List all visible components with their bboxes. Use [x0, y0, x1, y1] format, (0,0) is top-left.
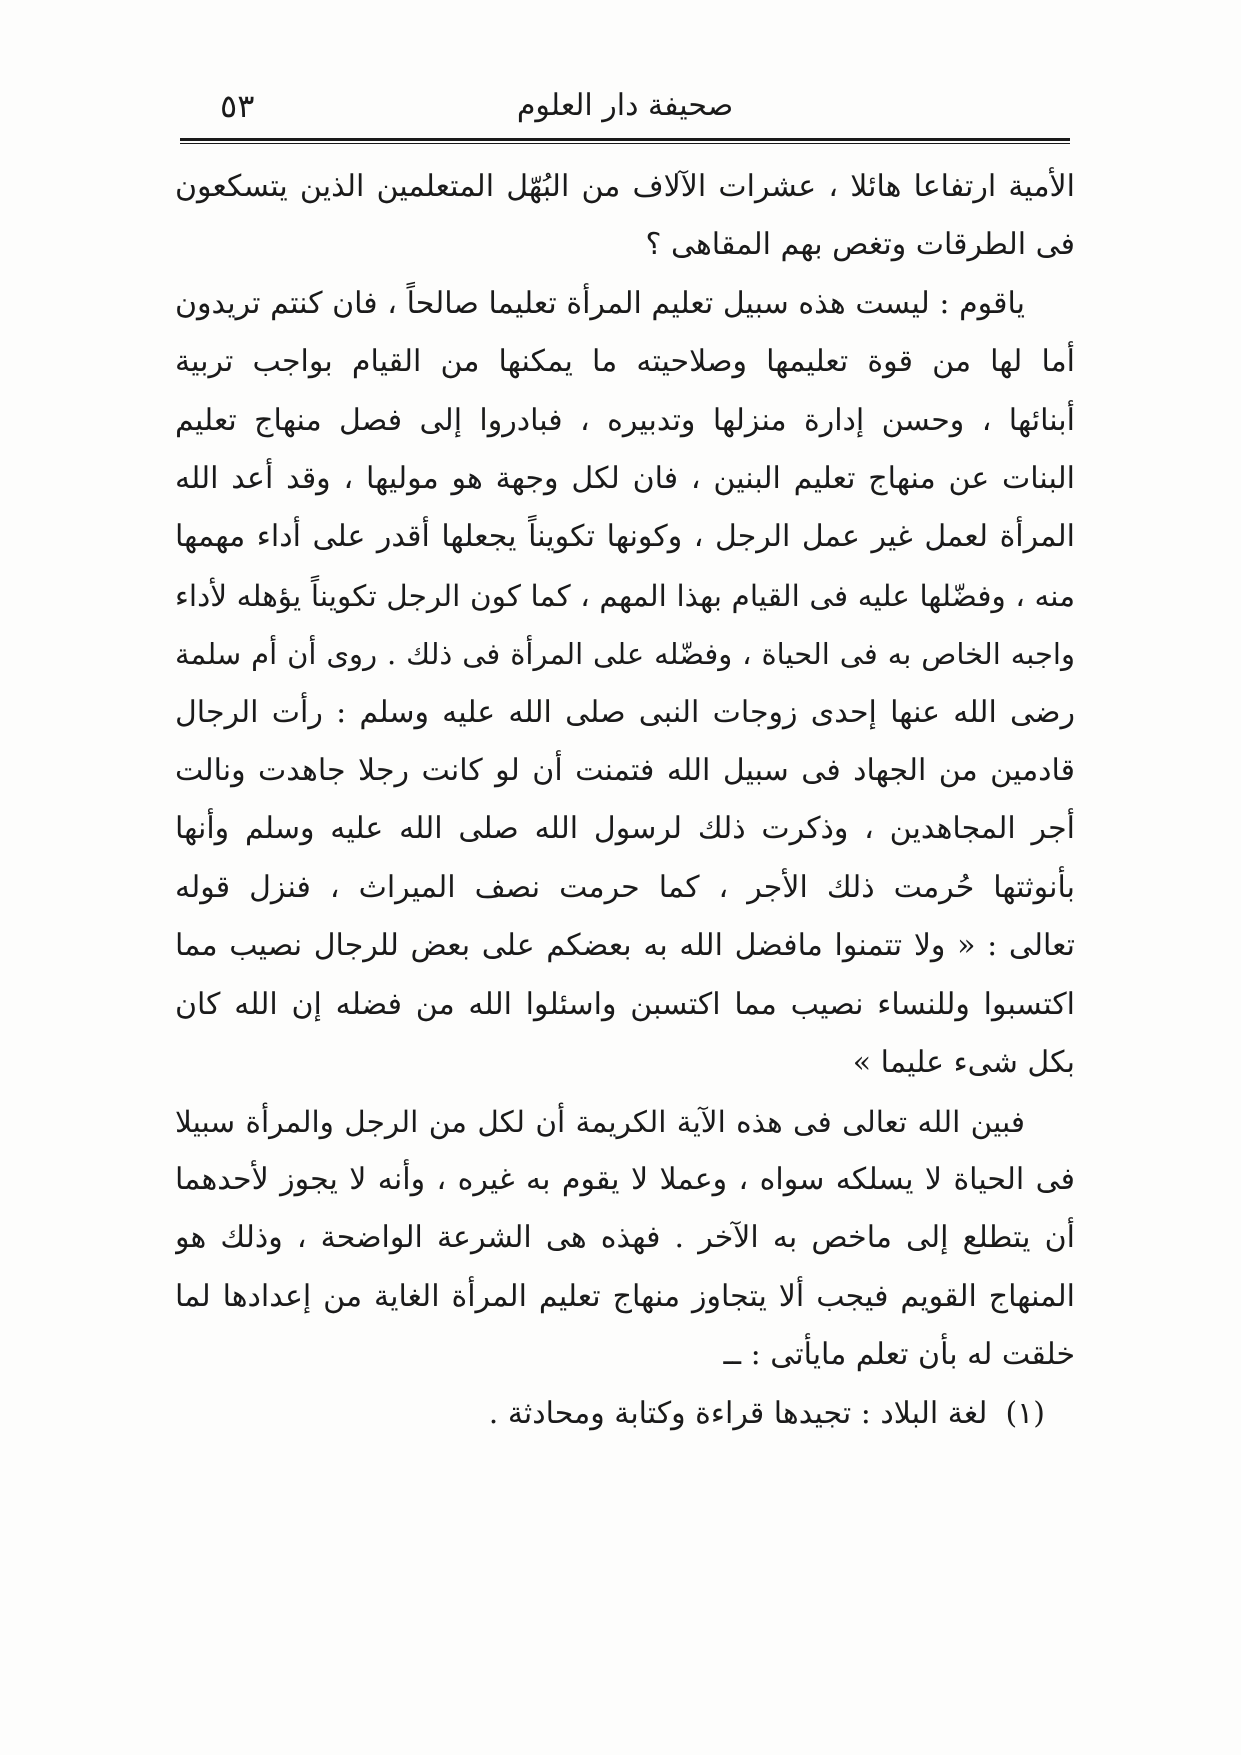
- text-line: أن يتطلع إلى ماخص به الآخر . فهذه هى الشرعة الواضحة ، وذلك هو: [175, 1220, 1075, 1256]
- text-line: البنات عن منهاج تعليم البنين ، فان لكل وجهة هو موليها ، وقد أعد الله: [175, 461, 1075, 497]
- list-item-text: لغة البلاد : تجيدها قراءة وكتابة ومحادثة .: [488, 1395, 988, 1431]
- text-line: واجبه الخاص به فى الحياة ، وفضّله على المرأة فى ذلك . روى أن أم سلمة: [175, 637, 1075, 672]
- paragraph-1: [175, 158, 1075, 275]
- text-line: بكل شىء عليما »: [852, 1045, 1075, 1081]
- header-rule: [180, 138, 1070, 141]
- text-line: المرأة لعمل غير عمل الرجل ، وكونها تكويناً يجعلها أقدر على أداء مهمها: [175, 519, 1075, 555]
- text-line: فى الطرقات وتغص بهم المقاهى ؟: [645, 227, 1075, 263]
- text-line: تعالى : « ولا تتمنوا مافضل الله به بعضكم على بعض للرجال نصيب مما: [175, 928, 1075, 964]
- text-line: الأمية ارتفاعا هائلا ، عشرات الآلاف من البُهّل المتعلمين الذين يتسكعون: [175, 169, 1075, 204]
- text-line: منه ، وفضّلها عليه فى القيام بهذا المهم ، كما كون الرجل تكويناً يؤهله لأداء: [175, 578, 1075, 613]
- text-line: رضى الله عنها إحدى زوجات النبى صلى الله عليه وسلم : رأت الرجال: [175, 694, 1075, 730]
- text-line: اكتسبوا وللنساء نصيب مما اكتسبن واسئلوا الله من فضله إن الله كان: [175, 986, 1075, 1022]
- page-number: ٥٣: [220, 87, 255, 125]
- text-line: المنهاج القويم فيجب ألا يتجاوز منهاج تعليم المرأة الغاية من إعدادها لما: [175, 1278, 1075, 1314]
- text-line: خلقت له بأن تعلم مايأتى : ــ: [723, 1337, 1075, 1373]
- paragraph-3: [175, 1093, 1075, 1385]
- text-line: أبنائها ، وحسن إدارة منزلها وتدبيره ، فبادروا إلى فصل منهاج تعليم: [175, 402, 1075, 438]
- text-line: فبين الله تعالى فى هذه الآية الكريمة أن لكل من الرجل والمرأة سبيلا: [175, 1104, 1025, 1139]
- running-title: صحيفة دار العلوم: [516, 88, 734, 123]
- paragraph-2: [175, 275, 1075, 1093]
- text-line: قادمين من الجهاد فى سبيل الله فتمنت أن لو كانت رجلا جاهدت ونالت: [175, 753, 1075, 789]
- page-header: [180, 78, 1070, 138]
- list-item: [175, 1385, 1075, 1443]
- text-line: أجر المجاهدين ، وذكرت ذلك لرسول الله صلى الله عليه وسلم وأنها: [175, 811, 1075, 847]
- body-text: [175, 158, 1075, 1443]
- text-line: أما لها من قوة تعليمها وصلاحيته ما يمكنها من القيام بواجب تربية: [175, 344, 1075, 380]
- header-rule-thin: [180, 143, 1070, 144]
- text-line: فى الحياة لا يسلكه سواه ، وعملا لا يقوم به غيره ، وأنه لا يجوز لأحدهما: [175, 1161, 1075, 1197]
- text-line: بأنوثتها حُرمت ذلك الأجر ، كما حرمت نصف الميراث ، فنزل قوله: [175, 869, 1075, 905]
- list-item-number: (١): [1005, 1395, 1045, 1431]
- text-line: ياقوم : ليست هذه سبيل تعليم المرأة تعليما صالحاً ، فان كنتم تريدون: [175, 285, 1025, 321]
